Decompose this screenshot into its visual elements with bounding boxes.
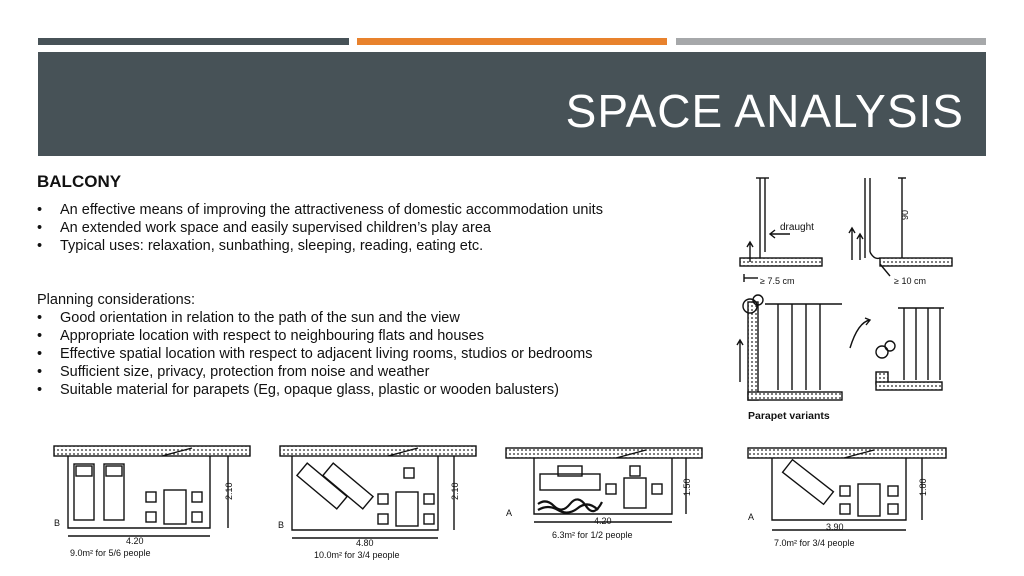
plan-side-label: A — [506, 508, 513, 518]
balcony-plan-2 — [278, 444, 478, 568]
plan-caption: 7.0m² for 3/4 people — [774, 538, 855, 548]
bullet-item: • Suitable material for parapets (Eg, opaque glass, plastic or wooden balusters) — [37, 381, 592, 399]
plan-caption: 10.0m² for 3/4 people — [314, 550, 400, 560]
plan-depth: 1.50 — [682, 478, 692, 496]
bullet-item: • An effective means of improving the attractiveness of domestic accommodation units — [37, 201, 603, 219]
gap-dimension: ≥ 7.5 cm — [760, 276, 795, 286]
plan-width: 4.80 — [356, 538, 374, 548]
bullet-item: • Good orientation in relation to the path of the sun and the view — [37, 309, 592, 327]
edge-dimension: ≥ 10 cm — [894, 276, 926, 286]
plan-depth: 2.10 — [224, 482, 234, 500]
bullet-item: • Appropriate location with respect to neighbouring flats and houses — [37, 327, 592, 345]
accent-bar-orange — [357, 38, 667, 45]
draught-label: draught — [780, 222, 814, 233]
plan-side-label: B — [54, 518, 61, 528]
plan-depth: 2.10 — [450, 482, 460, 500]
plan-caption: 9.0m² for 5/6 people — [70, 548, 151, 558]
plan-caption: 6.3m² for 1/2 people — [552, 530, 633, 540]
plan-width: 4.20 — [594, 516, 612, 526]
plan-side-label: B — [278, 520, 285, 530]
planning-title: Planning considerations: — [37, 292, 195, 308]
intro-bullets — [37, 201, 603, 255]
balcony-plan-3 — [500, 444, 706, 544]
plan-side-label: A — [748, 512, 755, 522]
slide-title: SPACE ANALYSIS — [565, 85, 964, 137]
bullet-item: • Effective spatial location with respect to adjacent living rooms, studios or bedrooms — [37, 345, 592, 363]
accent-bar-dark — [38, 38, 349, 45]
title-banner — [38, 52, 986, 156]
height-dimension: 90 — [900, 209, 910, 220]
balcony-plan-1 — [52, 444, 252, 568]
bullet-item: • An extended work space and easily supervised children’s play area — [37, 219, 603, 237]
parapet-caption: Parapet variants — [748, 410, 830, 422]
planning-bullets — [37, 309, 592, 399]
bullet-item: • Sufficient size, privacy, protection from noise and weather — [37, 363, 592, 381]
balcony-plan-4 — [744, 444, 950, 554]
plan-depth: 1.80 — [918, 478, 928, 496]
bullet-item: • Typical uses: relaxation, sunbathing, sleeping, reading, eating etc. — [37, 237, 603, 255]
plan-width: 4.20 — [126, 536, 144, 546]
accent-bar-gray — [676, 38, 986, 45]
section-heading: BALCONY — [37, 172, 122, 191]
parapet-diagram — [730, 172, 960, 424]
plan-width: 3.90 — [826, 522, 844, 532]
